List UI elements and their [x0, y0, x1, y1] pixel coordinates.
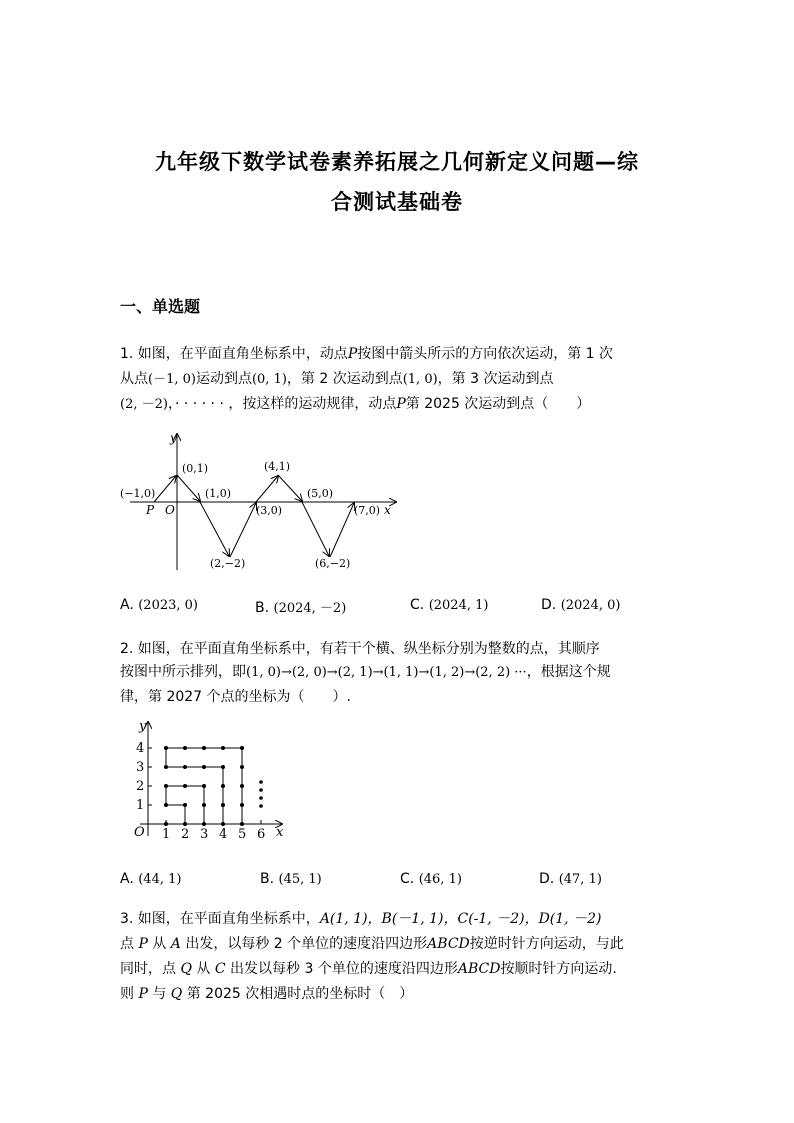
- q2-option-d: D. (47, 1): [539, 871, 602, 887]
- q2-x-tick-3: 3: [200, 827, 209, 842]
- q1-line-3: (2, －2)，· · · · · · ，按这样的运动规律，动点P第 2025 次运动到点（ ）: [120, 396, 591, 412]
- q3-line-3: 同时，点 Q 从 C 出发以每秒 3 个单位的速度沿四边形ABCD按顺时针方向运动.: [120, 961, 617, 977]
- q2-option-b: B. (45, 1): [260, 871, 322, 887]
- q2-x-tick-4: 4: [219, 827, 228, 842]
- q2-line-1: 2. 如图，在平面直角坐标系中，有若干个横、纵坐标分别为整数的点，其顺序: [120, 641, 600, 657]
- q1-line-1: 1. 如图，在平面直角坐标系中，动点P按图中箭头所示的方向依次运动，第 1 次: [120, 346, 614, 362]
- page-title-line2: 合测试基础卷: [331, 190, 463, 214]
- q3-line-1: 3. 如图，在平面直角坐标系中，A(1, 1)，B(－1, 1)，C(-1, －2)，D(1, －2): [120, 911, 602, 927]
- q2-x-tick-2: 2: [181, 827, 190, 842]
- q2-y-tick-3: 3: [136, 760, 145, 775]
- q1-line-2: 从点(－1, 0)运动到点(0, 1)，第 2 次运动到点(1, 0)，第 3 次运动到点: [120, 371, 554, 387]
- q1-label-7: (6,−2): [315, 557, 351, 570]
- q1-figure: [118, 430, 408, 580]
- q1-y-label: y: [170, 431, 177, 445]
- q2-line-3: 律，第 2027 个点的坐标为（ ）.: [120, 689, 351, 705]
- q1-label-4: (3,0): [256, 504, 283, 517]
- q3-line-2: 点 P 从 A 出发，以每秒 2 个单位的速度沿四边形ABCD按逆时针方向运动，与此: [120, 936, 624, 952]
- q2-option-c: C. (46, 1): [400, 871, 462, 887]
- q2-x-tick-5: 5: [238, 827, 247, 842]
- q1-option-b: B. (2024, －2): [255, 600, 347, 616]
- q1-option-c: C. (2024, 1): [410, 597, 489, 613]
- q2-x-tick-1: 1: [162, 827, 171, 842]
- q1-x-label: x: [384, 503, 391, 517]
- q1-option-d: D. (2024, 0): [541, 597, 621, 613]
- q2-figure: [120, 718, 300, 843]
- section-heading: 一、单选题: [120, 297, 201, 316]
- q1-label-8: (7,0): [354, 504, 381, 517]
- q2-x-tick-6: 6: [257, 827, 266, 842]
- q2-y-tick-1: 1: [136, 798, 145, 813]
- q2-option-a: A. (44, 1): [120, 871, 182, 887]
- q1-option-a: A. (2023, 0): [120, 597, 198, 613]
- q1-origin-label: O: [165, 503, 175, 517]
- q2-x-label: x: [276, 825, 284, 840]
- q3-line-4: 则 P 与 Q 第 2025 次相遇时点的坐标时（ ）: [120, 986, 414, 1002]
- q2-y-tick-2: 2: [136, 779, 145, 794]
- q1-label-3: (2,−2): [210, 557, 246, 570]
- q1-p-label: P: [146, 503, 155, 517]
- q1-label-2: (1,0): [205, 487, 232, 500]
- q2-origin-label: O: [134, 825, 145, 840]
- q2-y-tick-4: 4: [136, 741, 145, 756]
- q2-x-ticks: [166, 820, 261, 824]
- q1-label-0: (−1,0): [120, 487, 156, 500]
- q2-y-label: y: [139, 719, 147, 734]
- q1-label-5: (4,1): [264, 460, 291, 473]
- q1-label-6: (5,0): [307, 487, 334, 500]
- q2-y-ticks: [148, 748, 152, 805]
- page-title-line1: 九年级下数学试卷素养拓展之几何新定义问题—综: [155, 150, 639, 174]
- q1-label-1: (0,1): [182, 462, 209, 475]
- q2-line-2: 按图中所示排列，即(1, 0)→(2, 0)→(2, 1)→(1, 1)→(1, 2)→(2, 2) ···，根据这个规: [120, 664, 611, 680]
